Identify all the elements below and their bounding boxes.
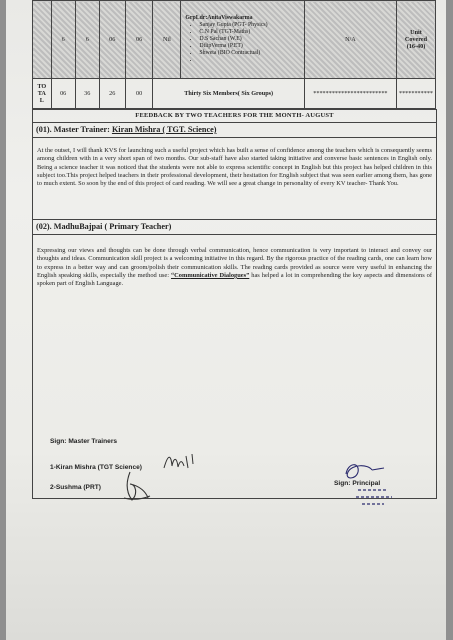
table-cell: ***********	[396, 79, 435, 109]
signature-1-scribble	[162, 450, 202, 474]
list-item: • DilipVerma (P.ET)	[199, 43, 301, 50]
group-leader: GrpLdr:AnitaViswakarma	[185, 15, 253, 21]
trainer-2-feedback: Expressing our views and thoughts can be done through verbal communication, hence communication is very important to interact and convey our thoughts and ideas. Communication skill project is a welcoming initiative in this regard. By the rigorous practice of the reading cards, one can learn how to express in a better way and can groom/polish their communication skills. The reading cards provided as source were very useful in enhancing the English speaking skills, especially the method use: “Communicative Dialogues” has helped a lot in comprehending the key aspects and dimensions of spoken part of English Language.	[37, 247, 432, 288]
members-total: Thirty Six Members( Six Groups)	[153, 79, 304, 109]
document-page	[6, 0, 446, 640]
table-row	[33, 1, 436, 79]
table-cell: 00	[125, 79, 153, 109]
group-members-cell	[181, 1, 304, 79]
table-cell: 06	[99, 1, 125, 79]
table-cell: 6	[75, 1, 99, 79]
table-cell: 6	[51, 1, 75, 79]
signatory-2: 2-Sushma (PRT)	[50, 484, 101, 491]
trainer-2-heading: (02). MadhuBajpai ( Primary Teacher)	[33, 220, 436, 235]
status-cell: Unit Covered (16-40)	[396, 1, 435, 79]
signature-2-scribble	[120, 470, 154, 504]
table-cell: N/A	[304, 1, 396, 79]
table-row-total	[33, 79, 436, 109]
table-cell: Nil	[153, 1, 181, 79]
list-item: • Sanjay Gupta (PGT- Physics)	[199, 22, 301, 29]
principal-signature-label: Sign: Principal	[334, 480, 381, 487]
member-list	[185, 22, 301, 64]
table-cell: 26	[99, 79, 125, 109]
list-item: • C.N Pal (TGT-Maths)	[199, 29, 301, 36]
summary-table	[32, 0, 436, 109]
total-label: TO TA L	[33, 79, 52, 109]
table-cell	[33, 1, 52, 79]
table-cell: 06	[125, 1, 153, 79]
list-item	[199, 57, 301, 64]
feedback-heading: FEEDBACK BY TWO TEACHERS FOR THE MONTH- AUGUST	[33, 110, 436, 123]
table-cell: 06	[51, 79, 75, 109]
signature-heading: Sign: Master Trainers	[50, 438, 118, 445]
principal-signature-stamp	[338, 460, 398, 512]
signatory-1: 1-Kiran Mishra (TGT Science)	[50, 464, 142, 471]
list-item: • Shweta (BIO Contractual)	[199, 50, 301, 57]
table-cell: 36	[75, 79, 99, 109]
table-cell: ************************	[304, 79, 396, 109]
trainer-1-feedback: At the outset, I will thank KVS for launching such a useful project which has built a sense of confidence among the teachers which is consequently seems among children with in a very short span of two months. Our sub-staff have also started taking initiative and converse basic sentences in English only. Being a science teacher it was noticed that the students were not able to express scientific concept in English but this project has helped children in this subject too.This project helped teachers in their professional development, their hesitation for English subject that was seen earlier among them, has gone to much extent. So soon by the end of this project of card reading. We will see a great change in personality of every KV teacher- Thank You.	[33, 138, 436, 220]
trainer-1-heading: (01). Master Trainer: Kiran Mishra ( TGT. Science)	[33, 123, 436, 138]
list-item: • D.S Sachan (W.E)	[199, 36, 301, 43]
